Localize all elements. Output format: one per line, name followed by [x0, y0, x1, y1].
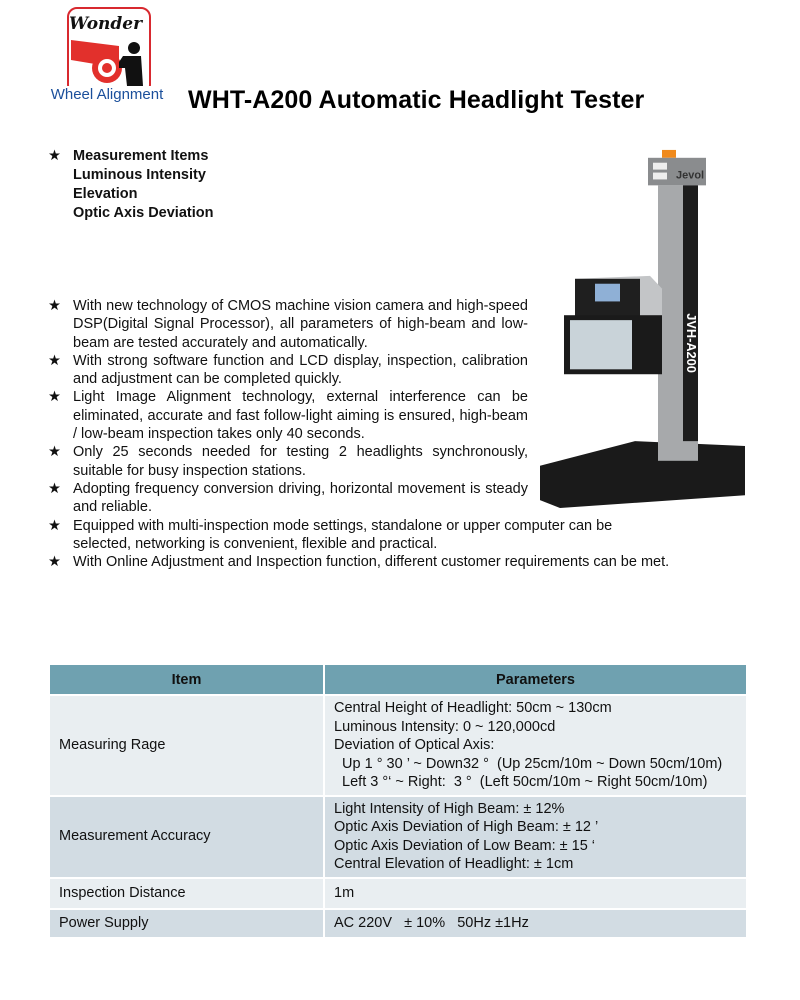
star-icon: ★ [48, 554, 61, 571]
product-brand: Jevol [676, 169, 705, 182]
feature-item: ★ With strong software function and LCD display, inspection, calibration and adjustment can be completed quickly. [48, 352, 528, 388]
row-item: Measuring Rage [49, 695, 324, 796]
measurement-item: Elevation [73, 186, 138, 202]
feature-item: ★ Equipped with multi-inspection mode settings, standalone or upper computer can be selected, networking is convenient, flexible and practical. [48, 517, 613, 552]
table-row [49, 695, 747, 796]
row-params: AC 220V ± 10% 50Hz ±1Hz [324, 909, 747, 938]
company-logo [47, 4, 167, 104]
feature-item: ★ Adopting frequency conversion driving, horizontal movement is steady and reliable. [48, 480, 528, 516]
row-item: Inspection Distance [49, 878, 324, 909]
measurement-heading: Measurement Items [73, 148, 209, 164]
header-item: Item [49, 664, 324, 695]
feature-item: ★ Light Image Alignment technology, external interference can be eliminated, accurate and fast follow-light aiming is ensured, high-beam / low-beam inspection takes only 40 seconds. [48, 389, 528, 443]
star-icon: ★ [48, 444, 61, 461]
logo-word: Wonder [69, 14, 143, 34]
product-image [540, 146, 755, 510]
star-icon: ★ [48, 298, 61, 314]
feature-item: ★ With new technology of CMOS machine vision camera and high-speed DSP(Digital Signal Processor), all parameters of high-beam and low-beam are tested accurately and automatically. [48, 298, 528, 351]
table-row [49, 909, 747, 938]
row-params: Light Intensity of High Beam: ± 12% Optic Axis Deviation of High Beam: ± 12 ’ Optic Axis Deviation of Low Beam: ± 15 ‘ Central Elevation of Headlight: ± 1cm [324, 796, 747, 878]
table-header-row [49, 664, 747, 695]
feature-item: ★ Only 25 seconds needed for testing 2 headlights synchronously, suitable for busy inspection stations. [48, 444, 528, 479]
star-icon: ★ [48, 480, 61, 497]
header-parameters: Parameters [324, 664, 747, 695]
feature-item: ★ With Online Adjustment and Inspection function, different customer requirements can be met. [48, 554, 670, 571]
measurement-item: Luminous Intensity [73, 167, 206, 183]
product-model: JVH-A200 [683, 313, 700, 373]
page-title: WHT-A200 Automatic Headlight Tester [188, 86, 645, 114]
row-item: Measurement Accuracy [49, 796, 324, 878]
row-params: 1m [324, 878, 747, 909]
table-row [49, 796, 747, 878]
star-icon: ★ [48, 352, 61, 369]
star-icon: ★ [48, 148, 61, 164]
row-item: Power Supply [49, 909, 324, 938]
star-icon: ★ [48, 517, 61, 534]
parameters-table [48, 663, 748, 939]
measurement-item: Optic Axis Deviation [73, 205, 214, 221]
logo-mechanic-icon [71, 38, 147, 86]
star-icon: ★ [48, 389, 61, 406]
table-row [49, 878, 747, 909]
logo-subtitle: Wheel Alignment [47, 86, 167, 103]
measurement-items [48, 147, 213, 223]
row-params: Central Height of Headlight: 50cm ~ 130cm Luminous Intensity: 0 ~ 120,000cd Deviation of Optical Axis: Up 1 ° 30 ’ ~ Down32 ° (Up 25cm/10m ~ Down 50cm/10m) Left 3 °‘ ~ Right: 3 ° (Left 50cm/10m ~ Right 50cm/10m) [324, 695, 747, 796]
